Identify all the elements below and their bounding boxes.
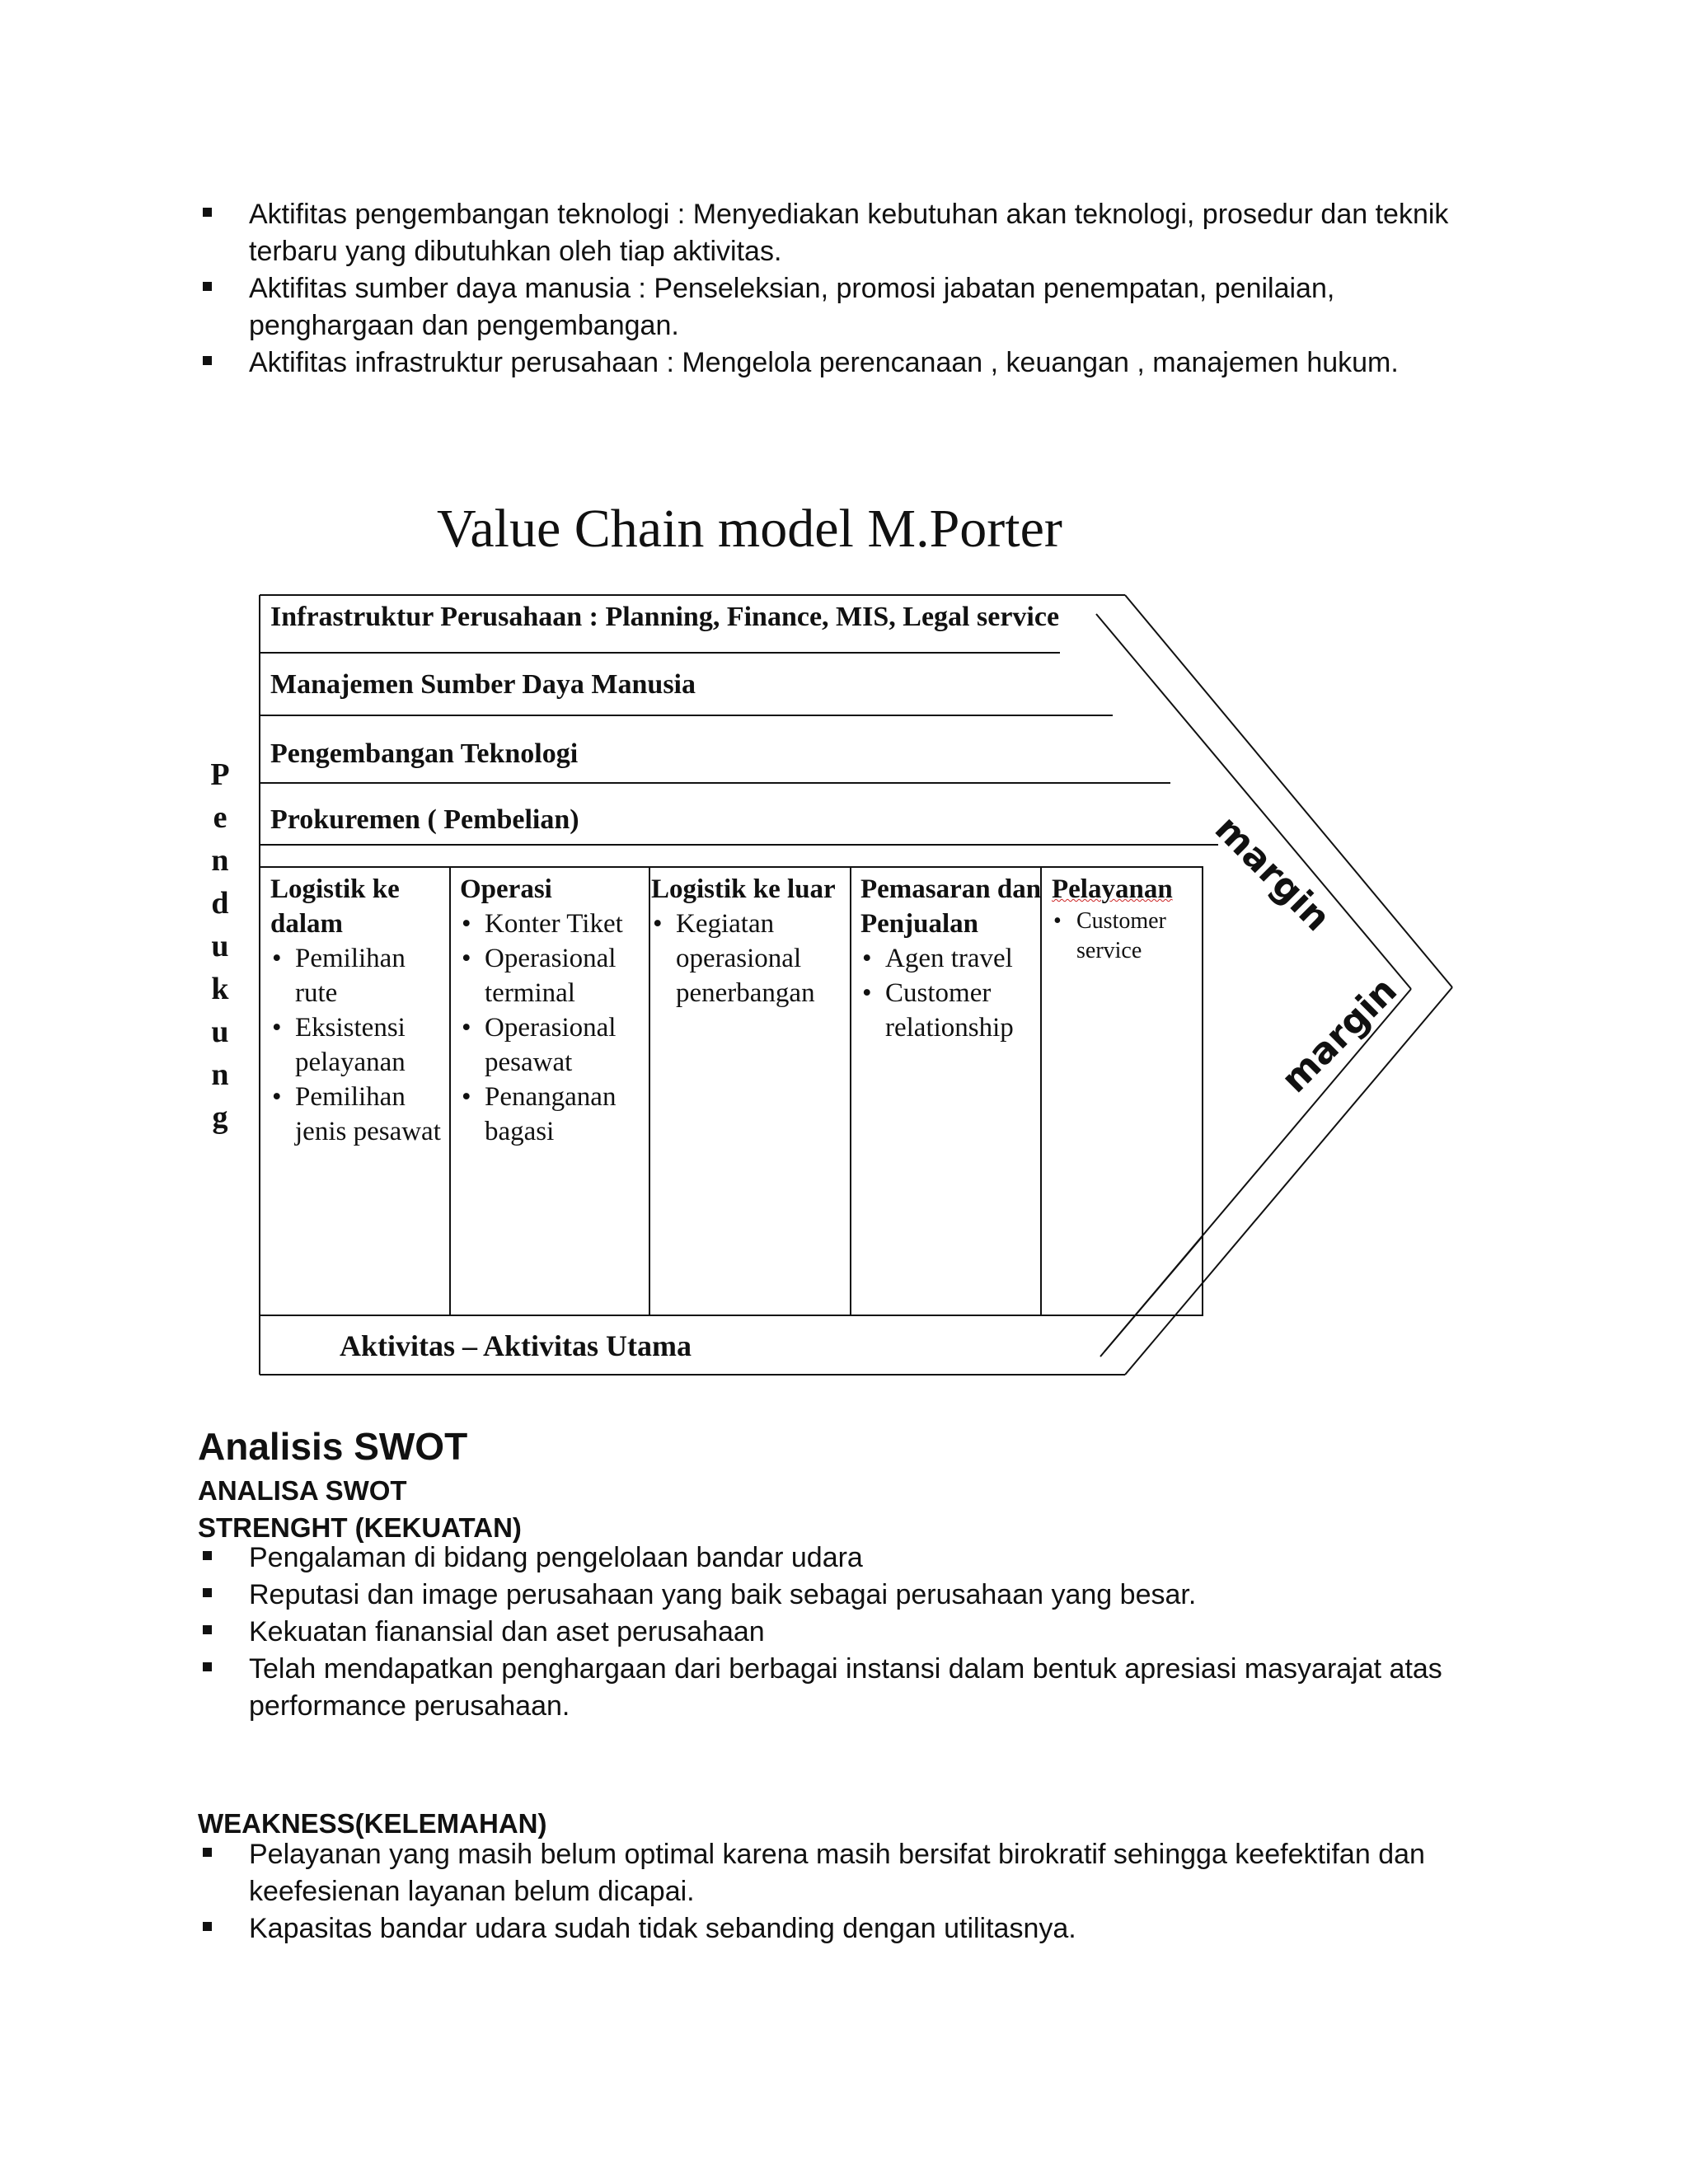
margin-label-upper: margin (1206, 808, 1339, 940)
primary-column-service (1052, 872, 1200, 966)
primary-activities-label: Aktivitas – Aktivitas Utama (340, 1329, 692, 1362)
strength-list (198, 1540, 1484, 1725)
bullet-square-icon (203, 1625, 212, 1634)
margin-label-lower: margin (1273, 969, 1405, 1102)
bullet-square-icon (203, 1922, 212, 1931)
bullet-square-icon (203, 1551, 212, 1560)
bullet-square-icon (203, 208, 212, 217)
bullet-square-icon (203, 1848, 212, 1857)
primary-column-inbound-logistics (270, 872, 443, 1149)
column-title: Pelayanan (1052, 874, 1173, 904)
list-item: Pengalaman di bidang pengelolaan bandar udara (198, 1540, 1484, 1577)
bullet-square-icon (203, 1662, 212, 1671)
list-item: Aktifitas pengembangan teknologi : Menyediakan kebutuhan akan teknologi, prosedur dan teknik terbaru yang dibutuhkan oleh tiap aktivitas. (198, 196, 1484, 270)
bullet-square-icon (203, 356, 212, 365)
list-item: • Kegiatan operasional penerbangan (651, 907, 849, 1010)
primary-column-marketing-sales (860, 872, 1043, 1045)
side-label-pendukung: P e n d u k u n g (210, 757, 230, 1135)
list-item: Kekuatan fianansial dan aset perusahaan (198, 1614, 1484, 1651)
support-activity-infrastructure: Infrastruktur Perusahaan : Planning, Finance, MIS, Legal service (270, 602, 1060, 632)
list-item: • Penanganan bagasi (460, 1080, 641, 1149)
bullet-square-icon (203, 282, 212, 291)
list-item: • Eksistensi pelayanan (270, 1010, 443, 1080)
list-item: Telah mendapatkan penghargaan dari berbagai instansi dalam bentuk apresiasi masyarajat atas performance perusahaan. (198, 1651, 1484, 1725)
column-title: Logistik ke luar (651, 874, 836, 904)
column-title: Operasi (460, 874, 552, 904)
support-activity-technology: Pengembangan Teknologi (270, 738, 579, 769)
list-item: • Agen travel (860, 941, 1043, 976)
list-item: Reputasi dan image perusahaan yang baik sebagai perusahaan yang besar. (198, 1577, 1484, 1614)
bullet-square-icon (203, 1588, 212, 1597)
list-item: Aktifitas infrastruktur perusahaan : Mengelola perencanaan , keuangan , manajemen hukum. (198, 344, 1484, 382)
strength-title: STRENGHT (KEKUATAN) (198, 1512, 522, 1543)
support-activity-procurement: Prokuremen ( Pembelian) (270, 804, 579, 835)
top-bullet-list (198, 196, 1484, 382)
subheading-analisa-swot: ANALISA SWOT (198, 1475, 407, 1506)
list-item: • Operasional pesawat (460, 1010, 641, 1080)
diagram-title: Value Chain model M.Porter (437, 499, 1062, 559)
support-activity-hrm: Manajemen Sumber Daya Manusia (270, 669, 696, 700)
list-item: Aktifitas sumber daya manusia : Penseleksian, promosi jabatan penempatan, penilaian, penghargaan dan pengembangan. (198, 270, 1484, 344)
list-item: • Operasional terminal (460, 941, 641, 1010)
list-item: • Customer service (1052, 907, 1200, 966)
column-title: Logistik ke dalam (270, 874, 400, 939)
list-item: • Konter Tiket (460, 907, 641, 941)
list-item: • Pemilihan rute (270, 941, 443, 1010)
weakness-title: WEAKNESS(KELEMAHAN) (198, 1808, 547, 1839)
list-item: Pelayanan yang masih belum optimal karena masih bersifat birokratif sehingga keefektifan dan keefesienan layanan belum dicapai. (198, 1836, 1484, 1910)
section-heading-swot: Analisis SWOT (198, 1425, 468, 1468)
list-item: • Pemilihan jenis pesawat (270, 1080, 443, 1149)
column-title: Pemasaran dan Penjualan (860, 874, 1042, 939)
primary-column-outbound-logistics (651, 872, 849, 1010)
primary-column-operations (460, 872, 641, 1149)
weakness-list (198, 1836, 1484, 1947)
list-item: • Customer relationship (860, 976, 1043, 1045)
list-item: Kapasitas bandar udara sudah tidak sebanding dengan utilitasnya. (198, 1910, 1484, 1947)
